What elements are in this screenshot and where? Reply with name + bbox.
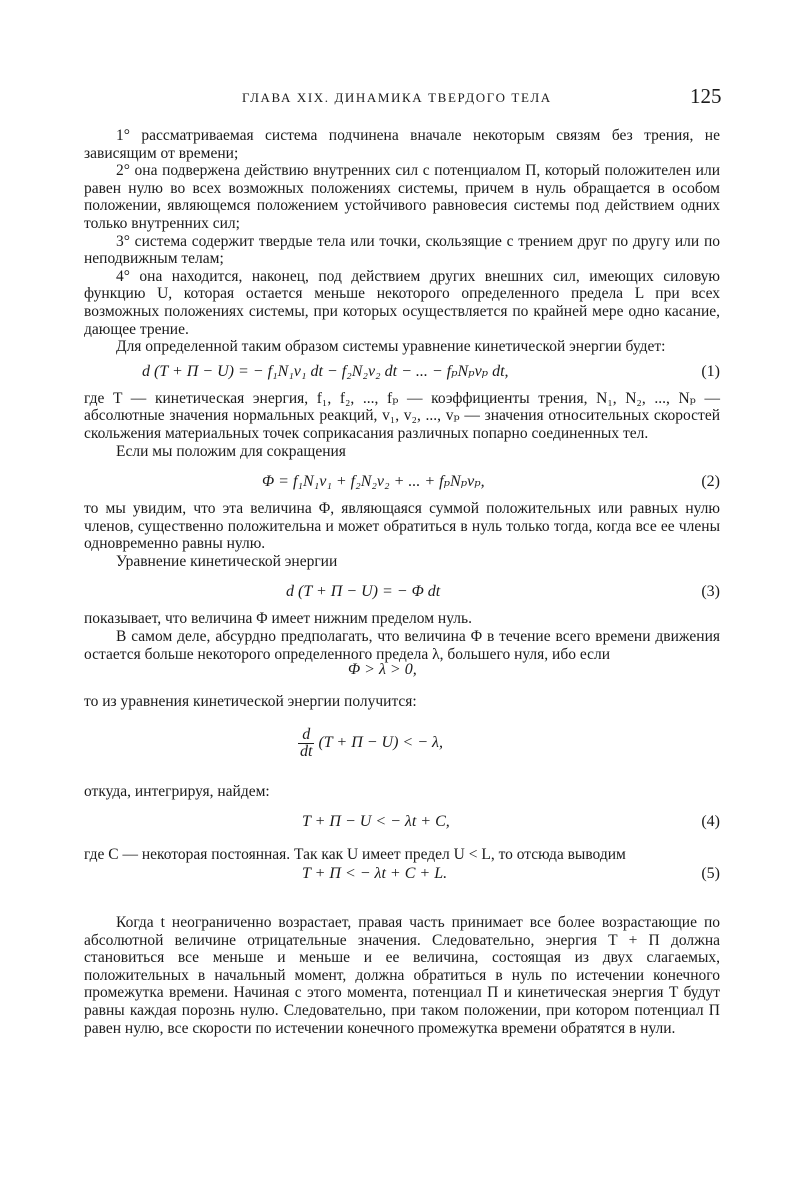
paragraph-notation: где T — кинетическая энергия, f₁, f₂, ..., fₚ — коэффициенты трения, N₁, N₂, ..., Nₚ — абсолютные значения нормальных реакций, v₁, v₂, ..., vₚ — значения относительных скоростей скольжения материальных точек соприкасания различных попарно соединенных тел. — [84, 389, 720, 442]
paragraph-abbreviation: Если мы положим для сокращения — [116, 442, 346, 460]
equation-4 — [84, 808, 720, 838]
paragraph-lower-limit: показывает, что величина Φ имеет нижним пределом нуль. — [84, 610, 472, 628]
equation-1-number: (1) — [701, 362, 720, 380]
derivative-fraction — [298, 727, 314, 760]
equation-3 — [84, 578, 720, 608]
derivative-inequality-expression — [298, 727, 443, 760]
equation-1 — [84, 358, 720, 388]
equation-3-number: (3) — [701, 583, 720, 601]
equation-4-expression: T + П − U < − λt + C, — [302, 813, 450, 831]
page-body — [84, 127, 720, 1037]
equation-5-number: (5) — [701, 865, 720, 883]
equation-2-expression: Φ = f₁N₁v₁ + f₂N₂v₂ + ... + fₚNₚvₚ, — [262, 473, 485, 491]
inequality-phi-expression: Φ > λ > 0, — [348, 661, 417, 679]
paragraph-condition-4: 4° она находится, наконец, под действием других внешних сил, имеющих силовую функцию U, которая остается меньше некоторого определенного предела L при всех возможных положениях системы, при которых осуществляется по крайней мере одно касание, дающее трение. — [84, 267, 720, 338]
derivative-inequality — [84, 725, 720, 775]
paragraph-integrating: откуда, интегрируя, найдем: — [84, 782, 270, 800]
paragraph-absurd: В самом деле, абсурдно предполагать, что величина Φ в течение всего времени движения остается больше некоторого определенного предела λ, большего нуля, ибо если — [84, 628, 720, 663]
page-header — [0, 84, 799, 114]
paragraph-constant: где C — некоторая постоянная. Так как U имеет предел U < L, то отсюда выводим — [84, 846, 626, 864]
paragraph-energy-equation: Уравнение кинетической энергии — [116, 552, 338, 570]
paragraph-condition-3: 3° система содержит твердые тела или точки, скользящие с трением друг по другу или по неподвижным телам; — [84, 232, 720, 268]
equation-4-number: (4) — [701, 813, 720, 831]
paragraph-conclusion: Когда t неограниченно возрастает, правая часть принимает все более возрастающие по абсолютной величине отрицательные значения. Следовательно, энергия T + П должна становиться все меньше и меньше и ее величина, состоящая из двух слагаемых, положительных в начальный момент, должна обратиться в нуль по истечении конечного промежутка времени. Начиная с этого момента, потенциал П и кинетическая энергия T будут равны каждая порознь нулю. Следовательно, при таком положении, при котором потенциал П равен нулю, все скорости по истечении конечного промежутка времени обратятся в нули. — [84, 914, 720, 1037]
equation-1-expression: d (T + П − U) = − f₁N₁v₁ dt − f₂N₂v₂ dt − ... − fₚNₚvₚ dt, — [142, 362, 509, 380]
equation-2 — [84, 468, 720, 498]
derivative-denominator: dt — [300, 742, 313, 760]
page-number: 125 — [690, 84, 722, 108]
paragraph-from-energy: то из уравнения кинетической энергии получится: — [84, 693, 417, 711]
equation-3-expression: d (T + П − U) = − Φ dt — [286, 583, 441, 601]
derivative-numerator: d — [298, 727, 314, 744]
equation-5 — [84, 860, 720, 890]
inequality-phi — [84, 659, 720, 685]
paragraph-phi-positive: то мы увидим, что эта величина Φ, являющаяся суммой положительных или равных нулю членов, существенно положительна и может обратиться в нуль только тогда, когда все ее члены одновременно равны нулю. — [84, 500, 720, 553]
running-head: ГЛАВА XIX. ДИНАМИКА ТВЕРДОГО ТЕЛА — [242, 90, 552, 105]
paragraph-energy-intro: Для определенной таким образом системы уравнение кинетической энергии будет: — [116, 338, 666, 356]
equation-5-expression: T + П < − λt + C + L. — [302, 865, 448, 883]
paragraph-condition-1: 1° рассматриваемая система подчинена вначале некоторым связям без трения, не зависящим от времени; — [84, 127, 720, 162]
equation-2-number: (2) — [701, 473, 720, 491]
paragraph-condition-2: 2° она подвержена действию внутренних сил с потенциалом П, который положителен или равен нулю во всех возможных положениях системы, причем в нуль обращается в особом положении, являющемся положением устойчивого равновесия системы под действием одних только внутренних сил; — [84, 162, 720, 232]
derivative-rest: (T + П − U) < − λ, — [318, 734, 443, 752]
